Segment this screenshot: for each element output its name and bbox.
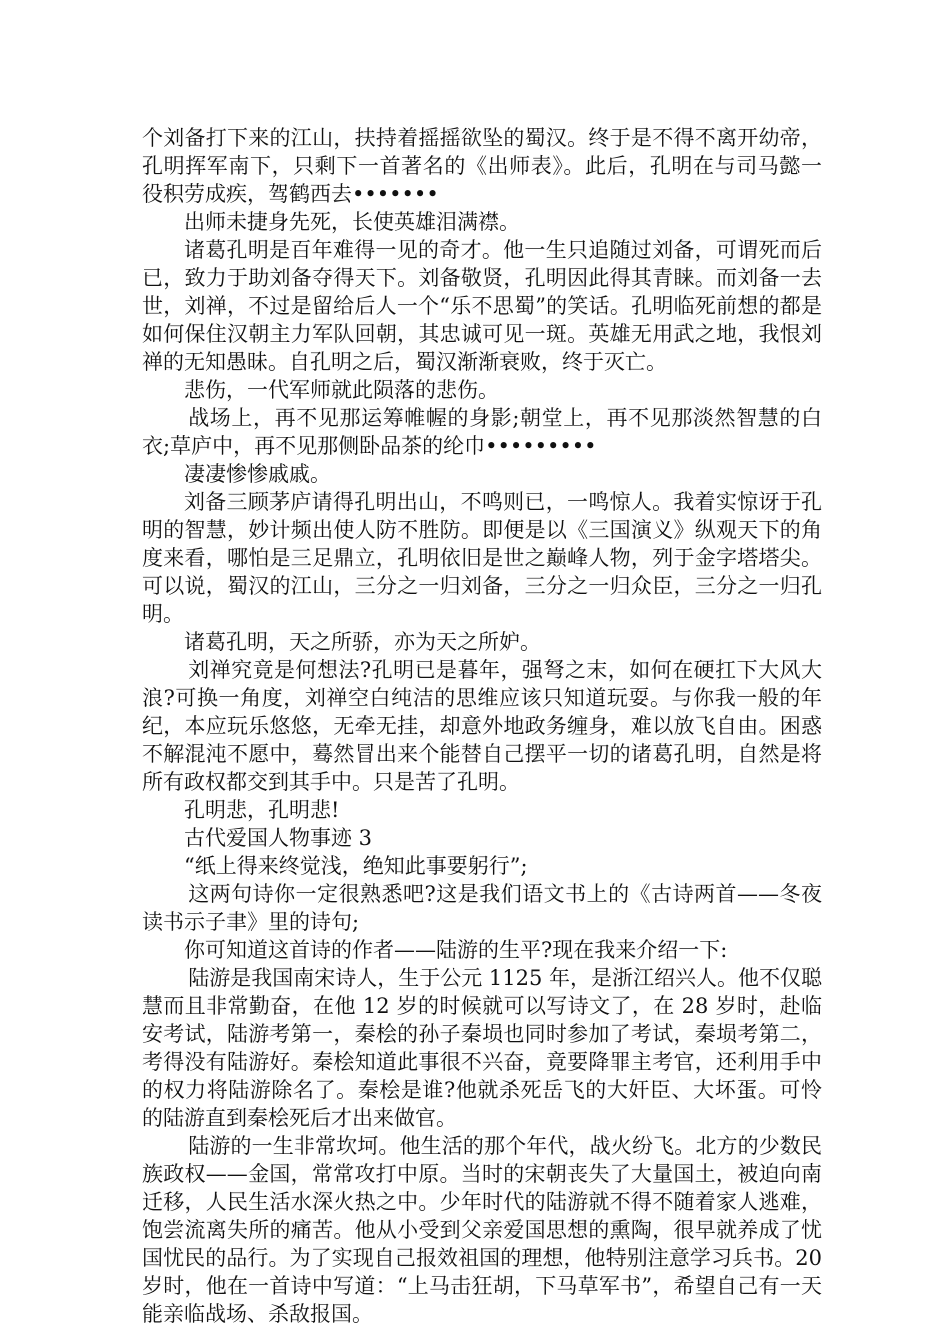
paragraph: 诸葛孔明，天之所骄，亦为天之所妒。 <box>184 630 541 654</box>
paragraph: 陆游是我国南宋诗人，生于公元 1125 年，是浙江绍兴人。他不仅聪慧而且非常勤奋，在他 12 岁的时候就可以写诗文了，在 28 岁时，赴临安考试，陆游考第一，秦桧的孙子秦埙也同时参加了考试，秦埙考第二，考得没有陆游好。秦桧知道此事很不兴奋，竟要降罪主考官，还利用手中的权力将陆游除名了。秦桧是谁?他就杀死岳飞的大奸臣、大坏蛋。可怜的陆游直到秦桧死后才出来做官。 <box>142 966 822 1130</box>
paragraph-continuation: 个刘备打下来的江山，扶持着摇摇欲坠的蜀汉。终于是不得不离开幼帝，孔明挥军南下，只剩下一首著名的《出师表》。此后，孔明在与司马懿一役积劳成疾，驾鹤西去••••••• <box>142 126 822 206</box>
paragraph: 诸葛孔明是百年难得一见的奇才。他一生只追随过刘备，可谓死而后已，致力于助刘备夺得天下。刘备敬贤，孔明因此得其青睐。而刘备一去世，刘禅，不过是留给后人一个“乐不思蜀”的笑话。孔明临死前想的都是如何保住汉朝主力军队回朝，其忠诚可见一斑。英雄无用武之地，我恨刘禅的无知愚昧。自孔明之后，蜀汉渐渐衰败，终于灭亡。 <box>142 238 822 374</box>
document-body <box>142 124 822 1328</box>
paragraph: 刘备三顾茅庐请得孔明出山，不鸣则已，一鸣惊人。我着实惊讶于孔明的智慧，妙计频出使人防不胜防。即便是以《三国演义》纵观天下的角度来看，哪怕是三足鼎立，孔明依旧是世之巅峰人物，列于金字塔塔尖。可以说，蜀汉的江山，三分之一归刘备，三分之一归众臣，三分之一归孔明。 <box>142 490 822 626</box>
paragraph-quote: “纸上得来终觉浅，绝知此事要躬行”; <box>184 854 528 878</box>
paragraph: 凄凄惨惨戚戚。 <box>184 462 331 486</box>
paragraph: 悲伤，一代军师就此陨落的悲伤。 <box>184 378 499 402</box>
paragraph: 你可知道这首诗的作者——陆游的生平?现在我来介绍一下: <box>184 938 728 962</box>
paragraph: 这两句诗你一定很熟悉吧?这是我们语文书上的《古诗两首——冬夜读书示子聿》里的诗句; <box>142 882 822 934</box>
paragraph-poem-line: 出师未捷身先死，长使英雄泪满襟。 <box>184 210 520 234</box>
paragraph: 陆游的一生非常坎坷。他生活的那个年代，战火纷飞。北方的少数民族政权——金国，常常攻打中原。当时的宋朝丧失了大量国土，被迫向南迁移，人民生活水深火热之中。少年时代的陆游就不得不随着家人逃难，饱尝流离失所的痛苦。他从小受到父亲爱国思想的熏陶，很早就养成了忧国忧民的品行。为了实现自己报效祖国的理想，他特别注意学习兵书。20 岁时，他在一首诗中写道：“上马击狂胡，下马草军书”，希望自己有一天能亲临战场、杀敌报国。 <box>142 1134 822 1326</box>
section-heading: 古代爱国人物事迹 3 <box>184 826 373 850</box>
paragraph: 战场上，再不见那运筹帷幄的身影;朝堂上，再不见那淡然智慧的白衣;草庐中，再不见那侧卧品茶的纶巾••••••••• <box>142 406 822 458</box>
paragraph: 刘禅究竟是何想法?孔明已是暮年，强弩之末，如何在硬扛下大风大浪?可换一角度，刘禅空白纯洁的思维应该只知道玩耍。与你我一般的年纪，本应玩乐悠悠，无牵无挂，却意外地政务缠身，难以放飞自由。困惑不解混沌不愿中，蓦然冒出来个能替自己摆平一切的诸葛孔明，自然是将所有政权都交到其手中。只是苦了孔明。 <box>142 658 822 794</box>
paragraph: 孔明悲，孔明悲! <box>184 798 340 822</box>
